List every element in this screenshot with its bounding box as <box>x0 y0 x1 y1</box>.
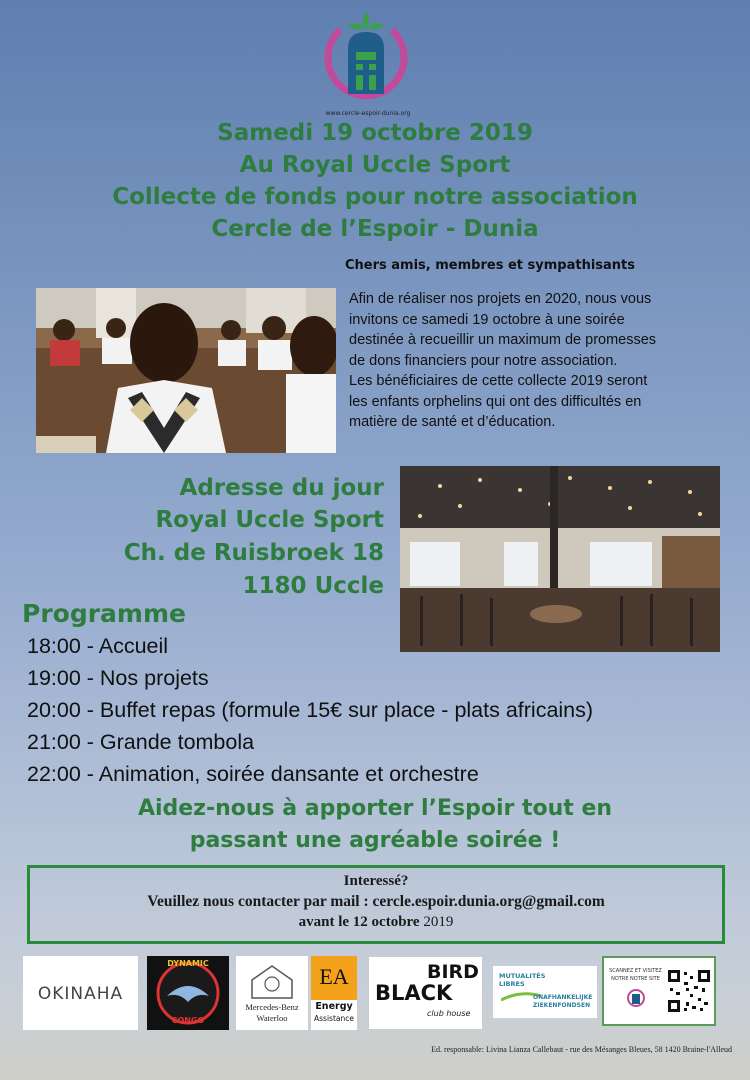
dynamic-bottom-text: CONGO <box>171 1016 205 1025</box>
intro-line: Afin de réaliser nos projets en 2020, nous vous <box>349 291 652 307</box>
qr-code-icon <box>666 968 712 1014</box>
sponsor-mutualites <box>493 966 597 1018</box>
deadline-year: 2019 <box>419 914 454 930</box>
sponsor-okinaha <box>23 956 138 1030</box>
contact-deadline <box>30 914 722 931</box>
headline-date: Samedi 19 octobre 2019 <box>217 120 533 146</box>
intro-line: matière de santé et d’éducation. <box>349 414 556 430</box>
qr-line-2: NOTRE NOTRE SITE <box>611 976 660 982</box>
address-city: 1180 Uccle <box>242 573 384 599</box>
programme-item: 20:00 - Buffet repas (formule 15€ sur place - plats africains) <box>27 698 594 722</box>
publisher-footer: Ed. responsable: Livina Lianza Callebaut - rue des Mésanges Bleues, 58 1420 Braine-l'Alleud <box>431 1045 732 1054</box>
sponsor-dynamic-congo <box>147 956 229 1030</box>
intro-line: Les bénéficiaires de cette collecte 2019 seront <box>349 373 648 389</box>
address-title: Adresse du jour <box>179 475 384 501</box>
sponsor-qr-site[interactable] <box>602 956 716 1026</box>
mutualites-line-2: LIBRES <box>499 980 525 988</box>
programme-item: 18:00 - Accueil <box>27 634 169 658</box>
blackbird-black: BLACK <box>375 981 453 1005</box>
contact-box <box>27 865 725 944</box>
programme-title: Programme <box>22 599 186 628</box>
contact-email-line[interactable]: Veuillez nous contacter par mail : cercle.espoir.dunia.org@gmail.com <box>147 893 605 910</box>
greeting: Chers amis, membres et sympathisants <box>345 258 636 273</box>
sponsor-energy-assistance <box>311 956 357 1030</box>
contact-title: Interessé? <box>343 873 409 889</box>
venue-photo <box>400 466 720 652</box>
programme-item: 21:00 - Grande tombola <box>27 730 255 754</box>
blackbird-sub: club house <box>427 1009 471 1018</box>
energy-line-1: Energy <box>315 1001 353 1012</box>
intro-text <box>349 289 737 433</box>
logo-url: www.cercle-espoir-dunia.org <box>325 110 411 117</box>
mini-logo-icon <box>626 988 646 1008</box>
headline-association: Cercle de l’Espoir - Dunia <box>211 216 539 242</box>
programme-item: 19:00 - Nos projets <box>27 666 209 690</box>
mutualites-line-1: MUTUALITÉS <box>499 972 546 980</box>
energy-line-2: Assistance <box>314 1014 354 1023</box>
mercedes-line-1: Mercedes-Benz <box>245 1002 299 1012</box>
mutualites-line-4: ZIEKENFONDSEN <box>533 1002 591 1009</box>
address-venue: Royal Uccle Sport <box>155 507 384 533</box>
headline-venue: Au Royal Uccle Sport <box>239 152 511 178</box>
mercedes-line-2: Waterloo <box>256 1013 288 1023</box>
okinaha-text: OKINAHA <box>37 984 124 1004</box>
qr-line-1: SCANNEZ ET VISITEZ <box>609 968 662 974</box>
sponsor-mercedes <box>236 956 308 1030</box>
address-street: Ch. de Ruisbroek 18 <box>123 540 384 566</box>
intro-line: de dons financiers pour notre association. <box>349 352 618 369</box>
sponsor-black-bird <box>368 956 483 1030</box>
intro-line: les enfants orphelins qui ont des difficultés en <box>349 393 642 410</box>
blackbird-bird: BIRD <box>427 961 479 983</box>
classroom-photo <box>36 288 336 453</box>
ea-mark: EA <box>319 964 349 989</box>
deadline-date: avant le 12 octobre <box>298 914 420 930</box>
mutualites-line-3: ONAFHANKELIJKE <box>533 994 593 1001</box>
cta-line-1: Aidez-nous à apporter l’Espoir tout en <box>137 796 613 821</box>
dynamic-top-text: DYNAMIC <box>167 959 209 968</box>
programme-item: 22:00 - Animation, soirée dansante et orchestre <box>27 762 479 786</box>
cta-line-2: passant une agréable soirée ! <box>189 828 561 853</box>
intro-line: invitons ce samedi 19 octobre à une soirée <box>349 311 625 328</box>
intro-line: destinée à recueillir un maximum de promesses <box>349 332 657 348</box>
headline-purpose: Collecte de fonds pour notre association <box>112 184 638 210</box>
association-logo <box>318 8 414 120</box>
